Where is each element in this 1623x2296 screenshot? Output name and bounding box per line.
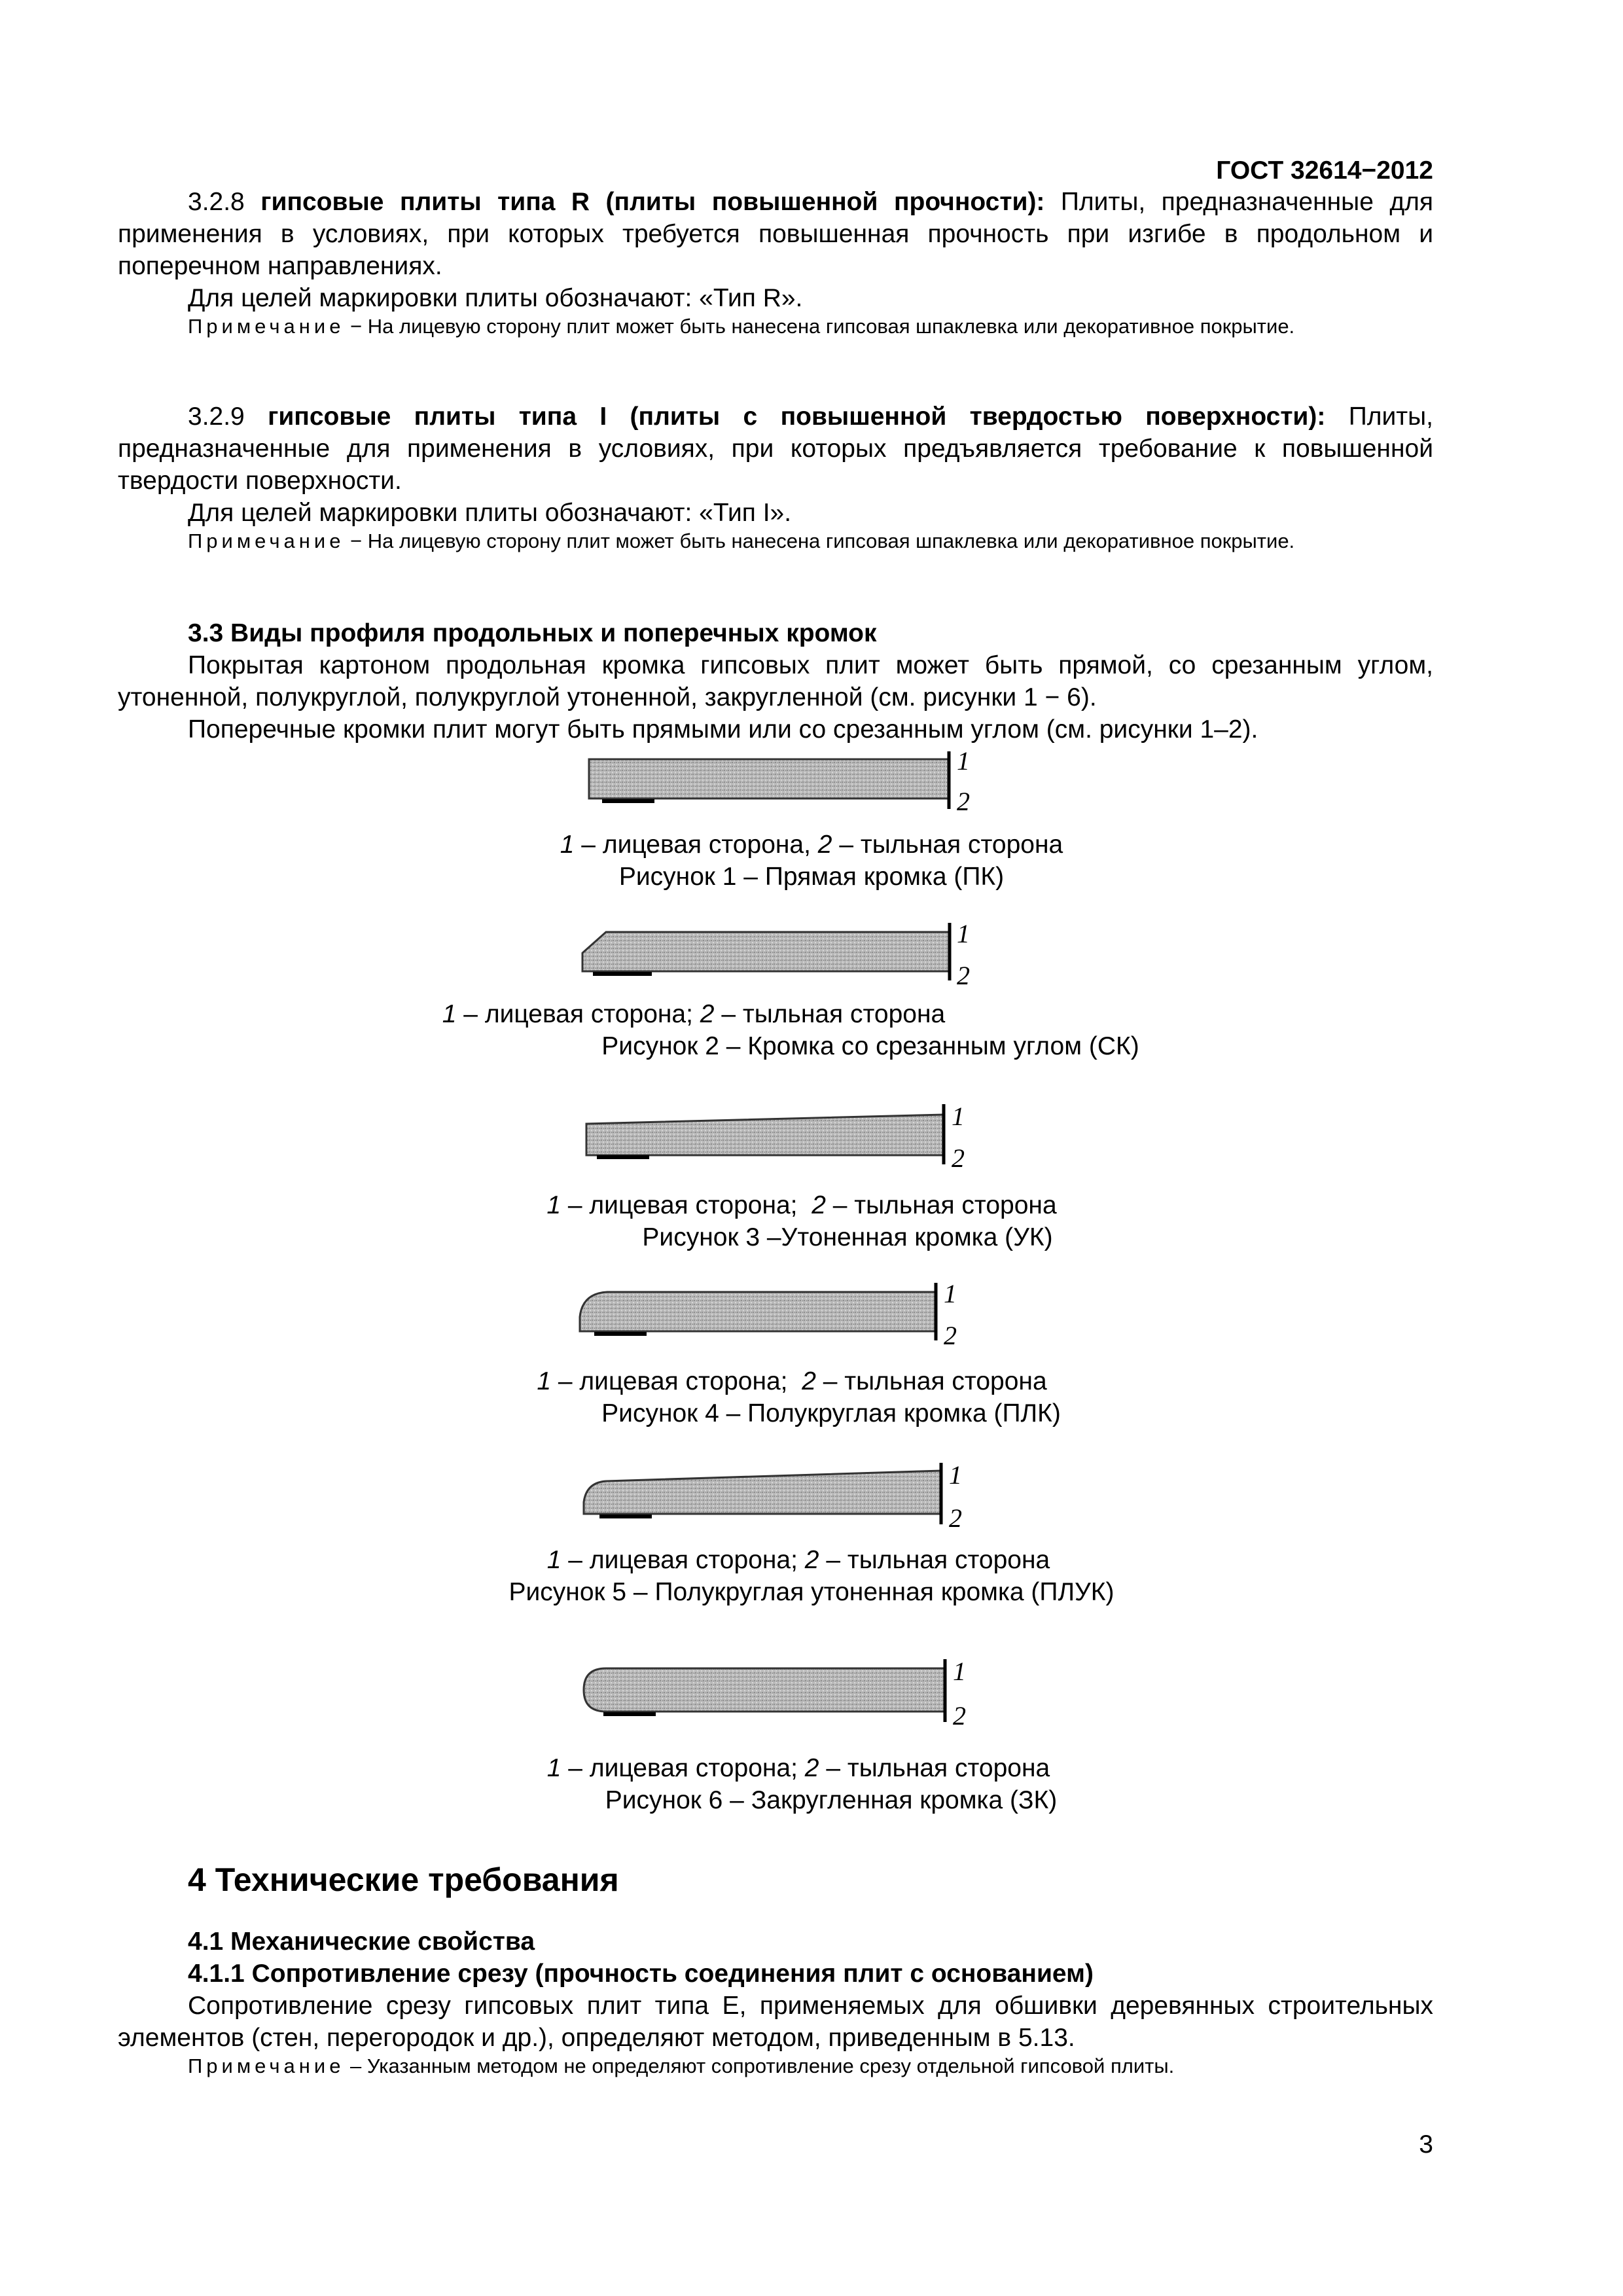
legend-text: – тыльная сторона xyxy=(832,831,1063,859)
label-1: 1 xyxy=(957,919,970,948)
legend-text: – лицевая сторона, xyxy=(574,831,818,859)
label-2: 2 xyxy=(952,1143,965,1168)
figure-2-drawing xyxy=(573,916,992,988)
label-1: 1 xyxy=(949,1460,962,1490)
section-3-3 xyxy=(118,617,1433,745)
clause-number: 3.2.9 xyxy=(188,403,268,431)
label-1: 1 xyxy=(944,1279,957,1308)
document-code: ГОСТ 32614−2012 xyxy=(1216,156,1433,185)
note-text: − На лицевую сторону плит может быть нанесена гипсовая шпаклевка или декоративное покрытие. xyxy=(344,529,1295,552)
figure-6-caption xyxy=(0,1752,1623,1816)
legend-number: 2 xyxy=(804,1546,819,1574)
term: гипсовые плиты типа I (плиты с повышенной твердостью поверхности): xyxy=(268,403,1326,431)
legend-text: – лицевая сторона; xyxy=(456,1000,700,1028)
legend-number: 2 xyxy=(817,831,832,859)
label-2: 2 xyxy=(953,1701,966,1731)
figure-title: Рисунок 2 – Кромка со срезанным углом (СК) xyxy=(601,1032,1139,1060)
section-4-1 xyxy=(118,1926,1433,2079)
legend-number: 1 xyxy=(546,1546,562,1574)
legend-text: – тыльная сторона xyxy=(825,1191,1057,1219)
note xyxy=(118,529,1433,554)
figure-3-drawing xyxy=(577,1096,996,1168)
legend-text: – лицевая сторона; xyxy=(551,1367,802,1395)
figure-title: Рисунок 5 – Полукруглая утоненная кромка (ПЛУК) xyxy=(508,1578,1115,1606)
legend-number: 1 xyxy=(546,1191,562,1219)
label-2: 2 xyxy=(957,787,970,816)
section-3-2-9 xyxy=(118,401,1433,554)
legend-text: – тыльная сторона xyxy=(714,1000,946,1028)
note-text: – Указанным методом не определяют сопротивление срезу отдельной гипсовой плиты. xyxy=(344,2054,1175,2077)
section-heading: 3.3 Виды профиля продольных и поперечных кромок xyxy=(188,619,877,647)
figure-title: Рисунок 4 – Полукруглая кромка (ПЛК) xyxy=(601,1399,1061,1427)
definition: Плиты, предназначенные для применения в условиях, при которых требуется повышенная прочность при изгибе в продольном и поперечном направлениях. xyxy=(118,188,1433,280)
figure-title: Рисунок 6 – Закругленная кромка (ЗК) xyxy=(605,1786,1058,1814)
definition: Плиты, предназначенные для применения в условиях, при которых предъявляется требование к повышенной твердости поверхности. xyxy=(118,403,1434,495)
paragraph: Поперечные кромки плит могут быть прямыми или со срезанным углом (см. рисунки 1–2). xyxy=(188,715,1258,744)
note xyxy=(118,2054,1433,2079)
legend-number: 1 xyxy=(546,1754,562,1782)
marking-text: Для целей маркировки плиты обозначают: «Тип R». xyxy=(188,284,803,312)
label-2: 2 xyxy=(957,961,970,988)
figure-4-caption xyxy=(0,1365,1623,1429)
figure-3-caption xyxy=(0,1189,1623,1253)
paragraph: Покрытая картоном продольная кромка гипсовых плит может быть прямой, со срезанным углом, утоненной, полукруглой, полукруглой утоненной, закругленной (см. рисунки 1 − 6). xyxy=(118,651,1433,711)
figure-title: Рисунок 1 – Прямая кромка (ПК) xyxy=(618,863,1005,891)
label-2: 2 xyxy=(944,1321,957,1348)
label-1: 1 xyxy=(953,1657,966,1686)
note xyxy=(118,314,1433,339)
marking-text: Для целей маркировки плиты обозначают: «Тип I». xyxy=(188,499,792,527)
note-text: − На лицевую сторону плит может быть нанесена гипсовая шпаклевка или декоративное покрытие. xyxy=(344,315,1295,338)
legend-number: 2 xyxy=(804,1754,819,1782)
paragraph: Сопротивление срезу гипсовых плит типа Е, применяемых для обшивки деревянных строительных элементов (стен, перегородок и др.), определяют методом, приведенным в 5.13. xyxy=(118,1992,1433,2052)
clause-number: 3.2.8 xyxy=(188,188,261,216)
note-label: Примечание xyxy=(188,529,345,552)
term: гипсовые плиты типа R (плиты повышенной прочности): xyxy=(260,188,1045,216)
label-1: 1 xyxy=(952,1102,965,1131)
figure-6-drawing xyxy=(573,1653,992,1731)
note-label: Примечание xyxy=(188,2054,345,2077)
legend-text: – лицевая сторона; xyxy=(561,1754,805,1782)
legend-text: – лицевая сторона; xyxy=(561,1546,805,1574)
figure-1-drawing xyxy=(582,746,988,818)
legend-number: 1 xyxy=(560,831,575,859)
legend-number: 2 xyxy=(700,1000,715,1028)
legend-number: 1 xyxy=(537,1367,552,1395)
legend-text: – тыльная сторона xyxy=(815,1367,1047,1395)
figure-title: Рисунок 3 –Утоненная кромка (УК) xyxy=(642,1223,1053,1251)
figure-4-drawing xyxy=(568,1276,987,1348)
legend-text: – тыльная сторона xyxy=(819,1754,1050,1782)
label-2: 2 xyxy=(949,1503,962,1533)
note-label: Примечание xyxy=(188,315,345,338)
subsection-heading: 4.1.1 Сопротивление срезу (прочность соединения плит с основанием) xyxy=(188,1960,1094,1988)
page-number: 3 xyxy=(1419,2130,1433,2159)
section-3-2-8 xyxy=(118,186,1433,339)
label-1: 1 xyxy=(957,746,970,776)
subsection-heading: 4.1 Механические свойства xyxy=(188,1928,535,1956)
legend-text: – лицевая сторона; xyxy=(561,1191,812,1219)
figure-5-caption xyxy=(0,1544,1623,1608)
figure-1-caption xyxy=(0,829,1623,893)
figure-2-caption xyxy=(0,998,1623,1062)
figure-5-drawing xyxy=(573,1456,992,1535)
legend-number: 2 xyxy=(802,1367,816,1395)
chapter-heading: 4 Технические требования xyxy=(188,1861,619,1898)
legend-text: – тыльная сторона xyxy=(819,1546,1050,1574)
legend-number: 2 xyxy=(812,1191,826,1219)
legend-number: 1 xyxy=(442,1000,457,1028)
